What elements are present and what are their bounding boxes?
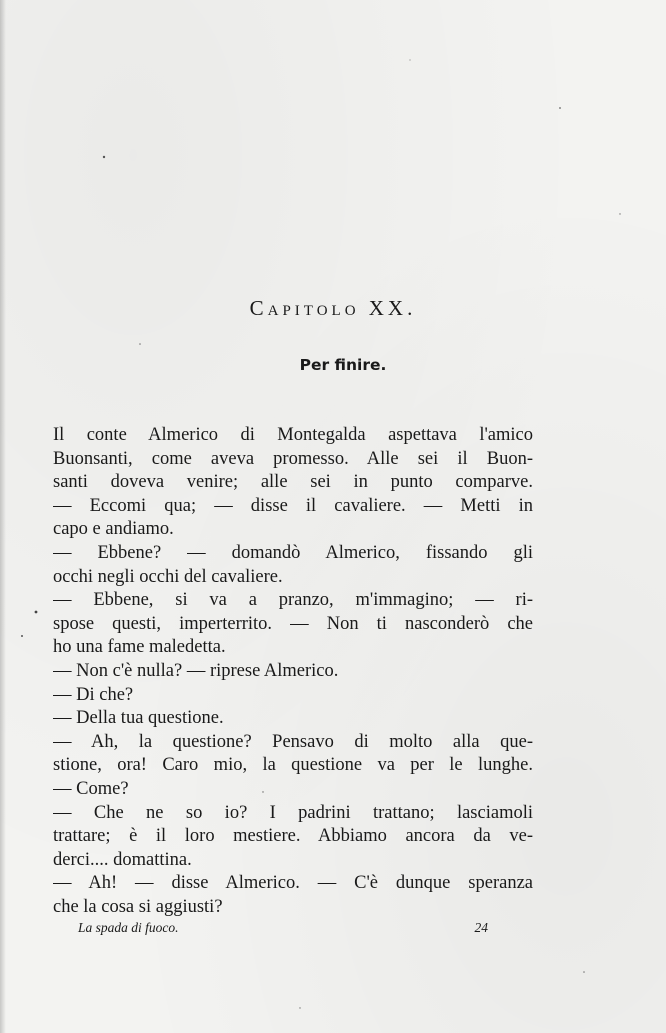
text-line: spose questi, imperterrito. — Non ti nasconderò che <box>53 613 533 634</box>
running-title: La spada di fuoco. <box>78 920 179 935</box>
text-line: capo e andiamo. <box>53 519 174 540</box>
text-line: occhi negli occhi del cavaliere. <box>53 566 283 587</box>
page-number: 24 <box>474 920 488 935</box>
text-line: — Di che? <box>53 684 134 705</box>
text-line: derci.... domattina. <box>53 849 192 870</box>
chapter-heading: Capitolo XX. <box>249 296 417 320</box>
text-line: che la cosa si aggiusti? <box>53 896 223 917</box>
page-edge-shadow <box>0 0 6 1033</box>
chapter-title: Per finire. <box>299 356 387 374</box>
text-line: Buonsanti, come aveva promesso. Alle sei il Buon- <box>53 448 533 469</box>
text-line: — Eccomi qua; — disse il cavaliere. — Metti in <box>53 495 533 516</box>
text-line: — Che ne so io? I padrini trattano; lasciamoli <box>53 802 533 823</box>
text-line: stione, ora! Caro mio, la questione va per le lunghe. <box>53 755 533 776</box>
text-line: — Della tua questione. <box>53 708 224 729</box>
text-line: — Non c'è nulla? — riprese Almerico. <box>53 660 339 681</box>
text-line: — Ebbene, si va a pranzo, m'immagino; — ri- <box>53 590 533 611</box>
text-line: ho una fame maledetta. <box>53 637 226 658</box>
body-text <box>53 424 533 919</box>
text-line: — Come? <box>53 778 129 799</box>
text-line: — Ebbene? — domandò Almerico, fissando gli <box>53 542 533 563</box>
text-line: trattare; è il loro mestiere. Abbiamo ancora da ve- <box>53 826 533 847</box>
text-line: Il conte Almerico di Montegalda aspettava l'amico <box>53 425 533 445</box>
text-line: santi doveva venire; alle sei in punto comparve. <box>53 472 533 493</box>
text-line: — Ah! — disse Almerico. — C'è dunque speranza <box>53 873 533 894</box>
text-line: — Ah, la questione? Pensavo di molto alla que- <box>53 731 533 752</box>
